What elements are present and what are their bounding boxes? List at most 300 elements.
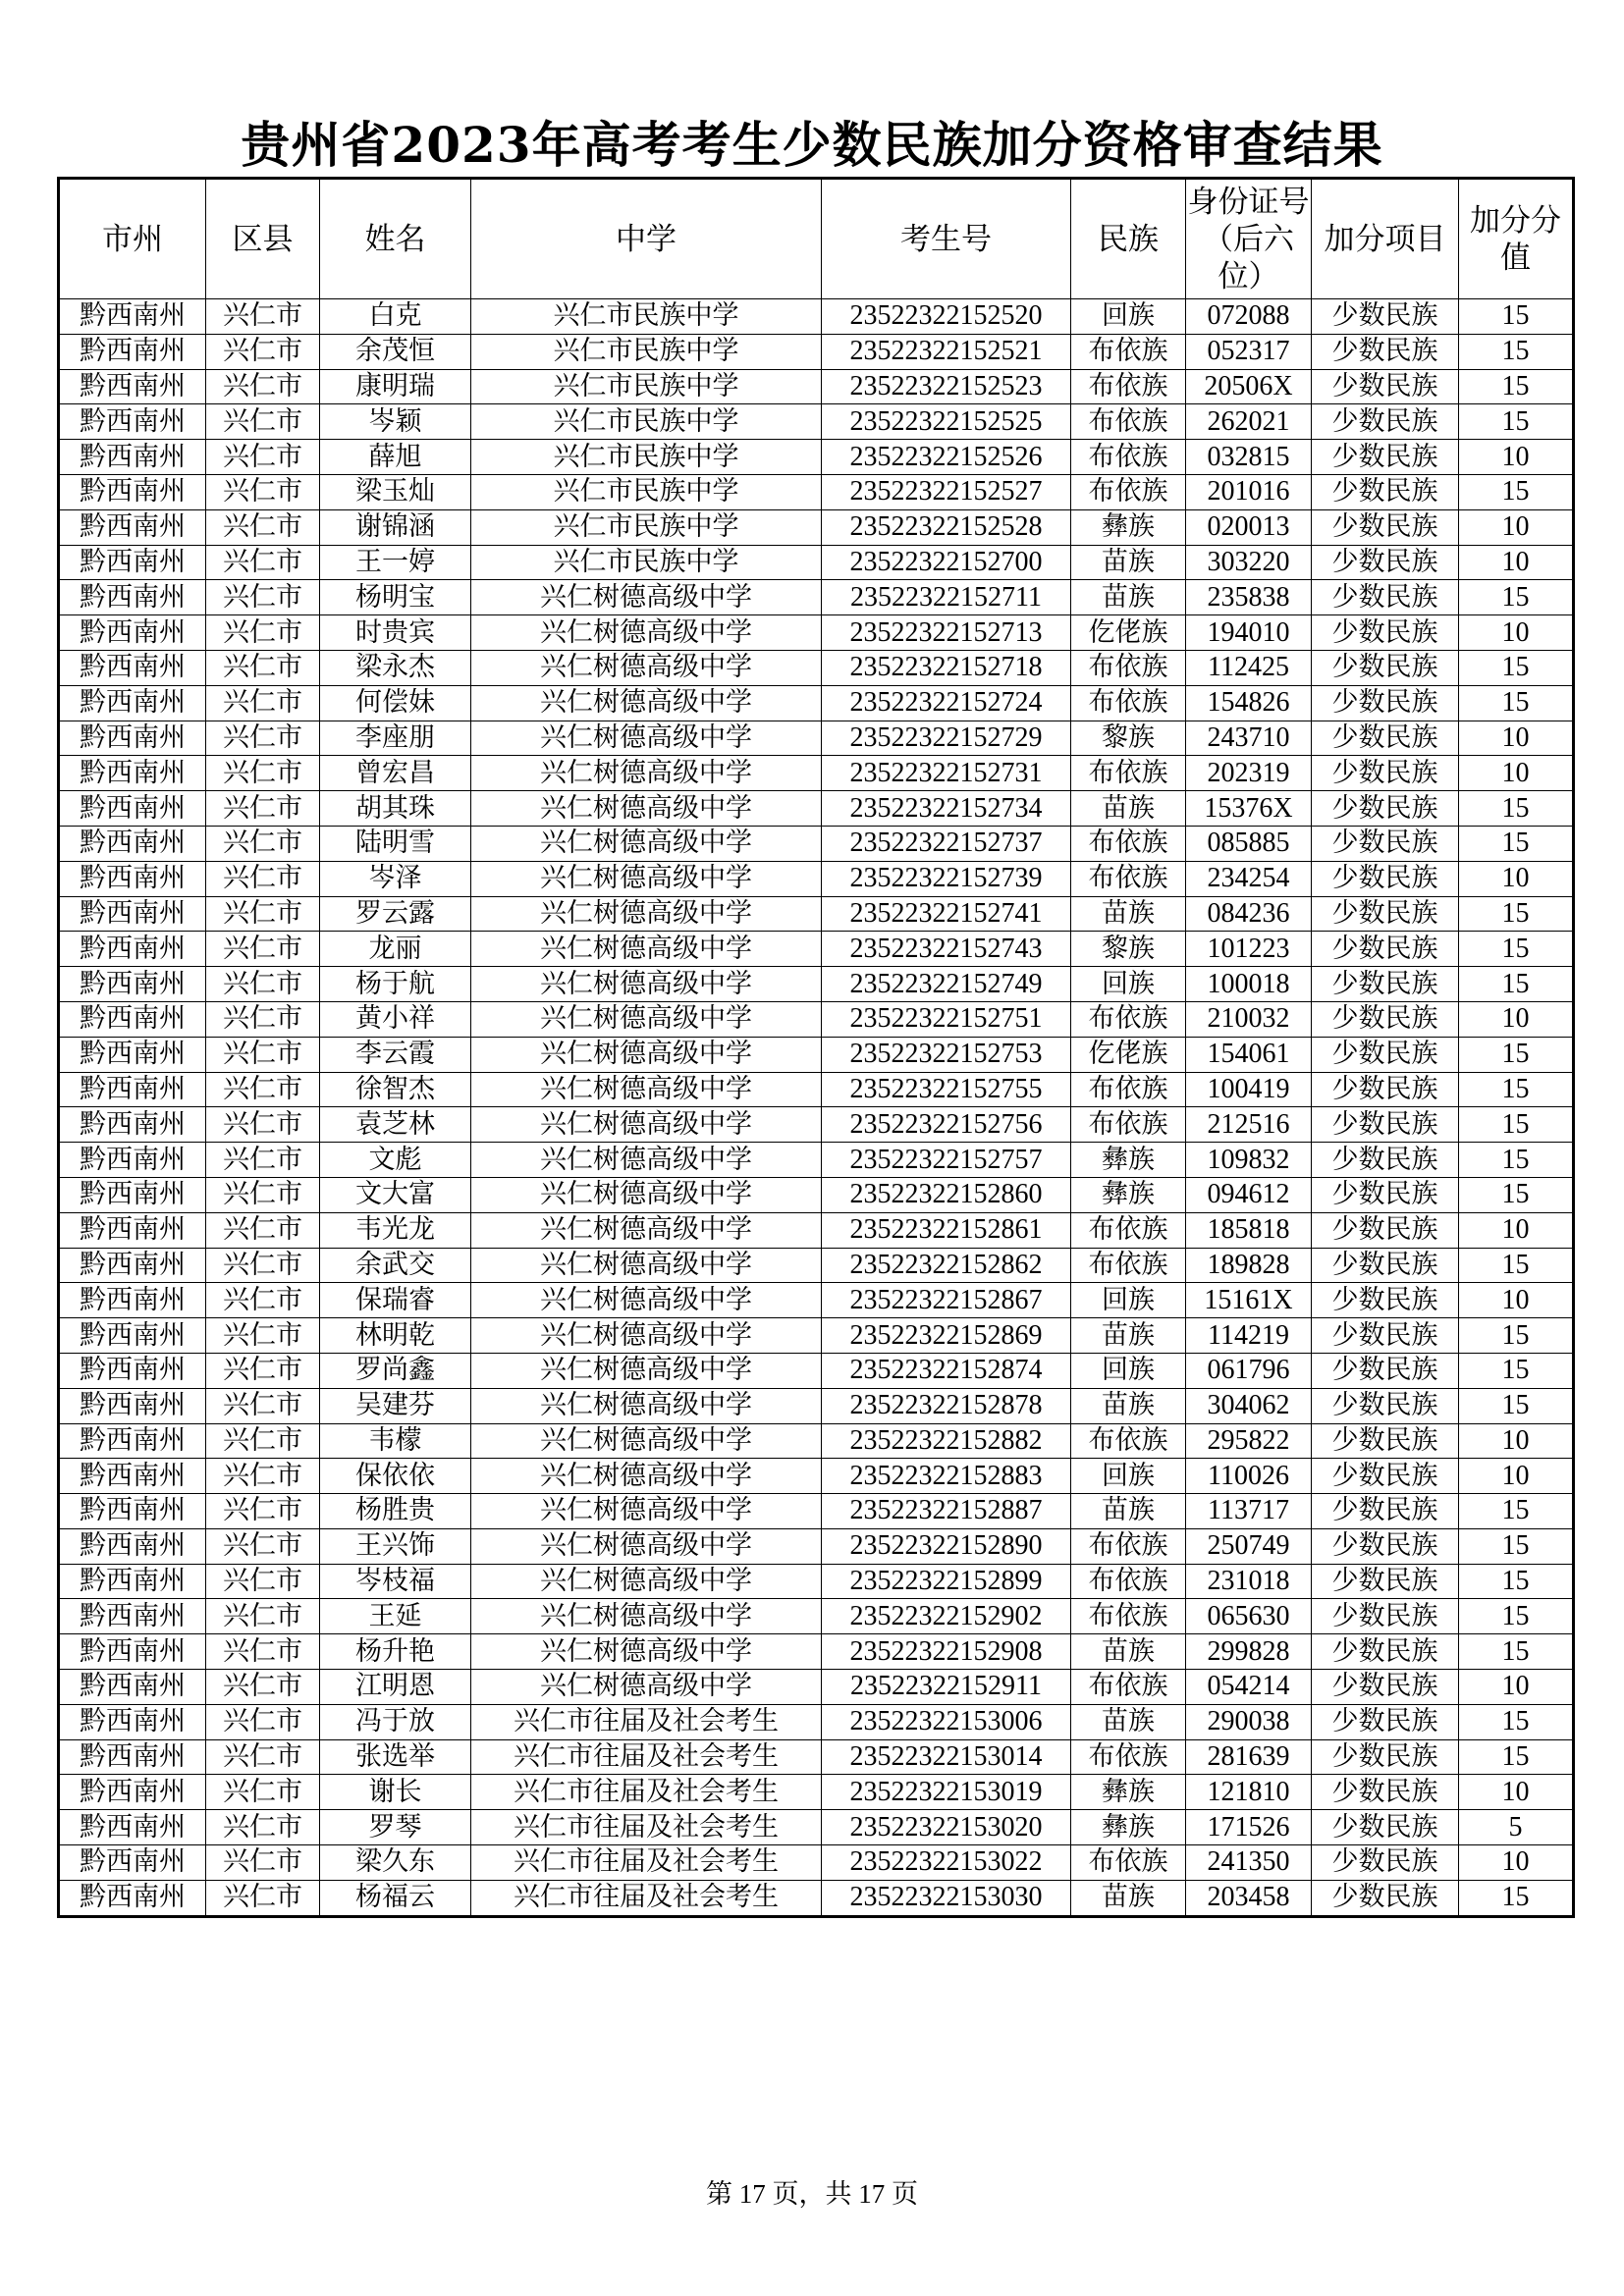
cell-exam-number: 23522322153014 bbox=[822, 1739, 1071, 1775]
table-row bbox=[59, 1845, 1574, 1881]
cell-id-last-six: 084236 bbox=[1186, 896, 1312, 932]
cell-bonus-item: 少数民族 bbox=[1312, 1388, 1459, 1423]
cell-city: 黔西南州 bbox=[59, 1248, 206, 1283]
cell-name: 王延 bbox=[320, 1599, 471, 1634]
header-bonus-item: 加分项目 bbox=[1312, 179, 1459, 299]
cell-ethnicity: 苗族 bbox=[1071, 791, 1186, 827]
table-row bbox=[59, 1318, 1574, 1354]
cell-bonus-item: 少数民族 bbox=[1312, 1177, 1459, 1212]
cell-bonus-points: 15 bbox=[1459, 967, 1574, 1002]
cell-city: 黔西南州 bbox=[59, 1037, 206, 1072]
cell-county: 兴仁市 bbox=[206, 1248, 320, 1283]
cell-city: 黔西南州 bbox=[59, 685, 206, 721]
cell-name: 龙丽 bbox=[320, 932, 471, 967]
cell-county: 兴仁市 bbox=[206, 1353, 320, 1388]
cell-ethnicity: 布依族 bbox=[1071, 685, 1186, 721]
cell-ethnicity: 布依族 bbox=[1071, 369, 1186, 404]
cell-id-last-six: 201016 bbox=[1186, 474, 1312, 509]
cell-exam-number: 23522322152861 bbox=[822, 1212, 1071, 1248]
table-row bbox=[59, 932, 1574, 967]
cell-city: 黔西南州 bbox=[59, 1564, 206, 1599]
table-row bbox=[59, 1494, 1574, 1529]
cell-city: 黔西南州 bbox=[59, 334, 206, 369]
cell-ethnicity: 布依族 bbox=[1071, 1212, 1186, 1248]
cell-exam-number: 23522322152749 bbox=[822, 967, 1071, 1002]
cell-bonus-points: 15 bbox=[1459, 1880, 1574, 1916]
cell-bonus-item: 少数民族 bbox=[1312, 791, 1459, 827]
cell-bonus-points: 10 bbox=[1459, 1775, 1574, 1810]
cell-id-last-six: 295822 bbox=[1186, 1423, 1312, 1459]
cell-exam-number: 23522322152756 bbox=[822, 1107, 1071, 1143]
cell-bonus-points: 15 bbox=[1459, 1599, 1574, 1634]
cell-school: 兴仁树德高级中学 bbox=[471, 1037, 822, 1072]
cell-bonus-points: 15 bbox=[1459, 474, 1574, 509]
cell-bonus-points: 15 bbox=[1459, 685, 1574, 721]
cell-name: 杨明宝 bbox=[320, 580, 471, 615]
cell-ethnicity: 苗族 bbox=[1071, 1494, 1186, 1529]
cell-exam-number: 23522322153030 bbox=[822, 1880, 1071, 1916]
table-row bbox=[59, 967, 1574, 1002]
cell-school: 兴仁树德高级中学 bbox=[471, 1001, 822, 1037]
cell-ethnicity: 苗族 bbox=[1071, 545, 1186, 580]
cell-bonus-points: 10 bbox=[1459, 509, 1574, 545]
cell-bonus-item: 少数民族 bbox=[1312, 1037, 1459, 1072]
cell-bonus-points: 15 bbox=[1459, 1353, 1574, 1388]
cell-school: 兴仁树德高级中学 bbox=[471, 932, 822, 967]
cell-exam-number: 23522322152700 bbox=[822, 545, 1071, 580]
table-row bbox=[59, 1143, 1574, 1178]
cell-city: 黔西南州 bbox=[59, 1283, 206, 1318]
cell-name: 余武交 bbox=[320, 1248, 471, 1283]
cell-exam-number: 23522322152911 bbox=[822, 1670, 1071, 1705]
cell-school: 兴仁树德高级中学 bbox=[471, 1143, 822, 1178]
cell-ethnicity: 布依族 bbox=[1071, 1072, 1186, 1107]
cell-city: 黔西南州 bbox=[59, 1775, 206, 1810]
cell-id-last-six: 212516 bbox=[1186, 1107, 1312, 1143]
cell-bonus-points: 10 bbox=[1459, 756, 1574, 791]
cell-school: 兴仁树德高级中学 bbox=[471, 861, 822, 896]
cell-id-last-six: 032815 bbox=[1186, 440, 1312, 475]
table-row bbox=[59, 509, 1574, 545]
cell-county: 兴仁市 bbox=[206, 1810, 320, 1845]
cell-bonus-points: 15 bbox=[1459, 932, 1574, 967]
header-name: 姓名 bbox=[320, 179, 471, 299]
cell-bonus-item: 少数民族 bbox=[1312, 1001, 1459, 1037]
cell-ethnicity: 布依族 bbox=[1071, 756, 1186, 791]
cell-id-last-six: 113717 bbox=[1186, 1494, 1312, 1529]
header-ethnicity: 民族 bbox=[1071, 179, 1186, 299]
cell-name: 冯于放 bbox=[320, 1704, 471, 1739]
cell-id-last-six: 112425 bbox=[1186, 650, 1312, 685]
cell-id-last-six: 054214 bbox=[1186, 1670, 1312, 1705]
table-row bbox=[59, 580, 1574, 615]
cell-ethnicity: 布依族 bbox=[1071, 1845, 1186, 1881]
cell-school: 兴仁树德高级中学 bbox=[471, 1634, 822, 1670]
cell-name: 薛旭 bbox=[320, 440, 471, 475]
cell-bonus-item: 少数民族 bbox=[1312, 474, 1459, 509]
cell-exam-number: 23522322153019 bbox=[822, 1775, 1071, 1810]
cell-school: 兴仁树德高级中学 bbox=[471, 826, 822, 861]
cell-id-last-six: 243710 bbox=[1186, 721, 1312, 756]
cell-id-last-six: 304062 bbox=[1186, 1388, 1312, 1423]
cell-bonus-points: 15 bbox=[1459, 1248, 1574, 1283]
cell-bonus-points: 10 bbox=[1459, 615, 1574, 651]
page-title: 贵州省2023年高考考生少数民族加分资格审查结果 bbox=[241, 116, 1383, 174]
cell-county: 兴仁市 bbox=[206, 756, 320, 791]
cell-ethnicity: 黎族 bbox=[1071, 932, 1186, 967]
cell-school: 兴仁市民族中学 bbox=[471, 299, 822, 335]
cell-county: 兴仁市 bbox=[206, 1634, 320, 1670]
cell-id-last-six: 262021 bbox=[1186, 404, 1312, 440]
cell-ethnicity: 彝族 bbox=[1071, 509, 1186, 545]
cell-ethnicity: 布依族 bbox=[1071, 334, 1186, 369]
cell-city: 黔西南州 bbox=[59, 1670, 206, 1705]
cell-bonus-item: 少数民族 bbox=[1312, 1494, 1459, 1529]
table-row bbox=[59, 1459, 1574, 1494]
table-row bbox=[59, 861, 1574, 896]
cell-city: 黔西南州 bbox=[59, 791, 206, 827]
cell-bonus-points: 15 bbox=[1459, 1634, 1574, 1670]
cell-city: 黔西南州 bbox=[59, 756, 206, 791]
cell-school: 兴仁树德高级中学 bbox=[471, 1248, 822, 1283]
cell-bonus-points: 10 bbox=[1459, 1845, 1574, 1881]
cell-bonus-item: 少数民族 bbox=[1312, 404, 1459, 440]
cell-city: 黔西南州 bbox=[59, 1494, 206, 1529]
cell-id-last-six: 210032 bbox=[1186, 1001, 1312, 1037]
cell-city: 黔西南州 bbox=[59, 1177, 206, 1212]
table-row bbox=[59, 650, 1574, 685]
cell-exam-number: 23522322152718 bbox=[822, 650, 1071, 685]
table-row bbox=[59, 1423, 1574, 1459]
cell-bonus-points: 15 bbox=[1459, 580, 1574, 615]
header-county: 区县 bbox=[206, 179, 320, 299]
cell-id-last-six: 203458 bbox=[1186, 1880, 1312, 1916]
cell-id-last-six: 189828 bbox=[1186, 1248, 1312, 1283]
table-row bbox=[59, 1704, 1574, 1739]
cell-exam-number: 23522322152731 bbox=[822, 756, 1071, 791]
cell-exam-number: 23522322152899 bbox=[822, 1564, 1071, 1599]
cell-bonus-points: 15 bbox=[1459, 791, 1574, 827]
cell-county: 兴仁市 bbox=[206, 440, 320, 475]
cell-name: 梁永杰 bbox=[320, 650, 471, 685]
cell-city: 黔西南州 bbox=[59, 1107, 206, 1143]
cell-county: 兴仁市 bbox=[206, 685, 320, 721]
table-row bbox=[59, 1177, 1574, 1212]
cell-ethnicity: 回族 bbox=[1071, 1353, 1186, 1388]
cell-exam-number: 23522322152757 bbox=[822, 1143, 1071, 1178]
header-exam-number: 考生号 bbox=[822, 179, 1071, 299]
cell-bonus-item: 少数民族 bbox=[1312, 1810, 1459, 1845]
cell-bonus-points: 15 bbox=[1459, 1143, 1574, 1178]
cell-county: 兴仁市 bbox=[206, 932, 320, 967]
cell-school: 兴仁市民族中学 bbox=[471, 474, 822, 509]
cell-school: 兴仁树德高级中学 bbox=[471, 1072, 822, 1107]
table-row bbox=[59, 1564, 1574, 1599]
cell-bonus-points: 15 bbox=[1459, 1318, 1574, 1354]
cell-school: 兴仁树德高级中学 bbox=[471, 1564, 822, 1599]
header-bonus-points: 加分分值 bbox=[1459, 179, 1574, 299]
cell-bonus-points: 10 bbox=[1459, 1459, 1574, 1494]
cell-id-last-six: 100419 bbox=[1186, 1072, 1312, 1107]
table-row bbox=[59, 1001, 1574, 1037]
cell-county: 兴仁市 bbox=[206, 369, 320, 404]
cell-school: 兴仁树德高级中学 bbox=[471, 1283, 822, 1318]
cell-city: 黔西南州 bbox=[59, 1634, 206, 1670]
cell-bonus-item: 少数民族 bbox=[1312, 967, 1459, 1002]
cell-id-last-six: 241350 bbox=[1186, 1845, 1312, 1881]
cell-bonus-item: 少数民族 bbox=[1312, 1423, 1459, 1459]
cell-name: 黄小祥 bbox=[320, 1001, 471, 1037]
cell-county: 兴仁市 bbox=[206, 1528, 320, 1564]
cell-exam-number: 23522322152713 bbox=[822, 615, 1071, 651]
cell-bonus-item: 少数民族 bbox=[1312, 1845, 1459, 1881]
cell-bonus-points: 10 bbox=[1459, 545, 1574, 580]
table-row bbox=[59, 1353, 1574, 1388]
cell-bonus-points: 15 bbox=[1459, 1494, 1574, 1529]
cell-name: 保瑞睿 bbox=[320, 1283, 471, 1318]
cell-city: 黔西南州 bbox=[59, 1528, 206, 1564]
cell-school: 兴仁树德高级中学 bbox=[471, 685, 822, 721]
cell-school: 兴仁树德高级中学 bbox=[471, 721, 822, 756]
cell-id-last-six: 194010 bbox=[1186, 615, 1312, 651]
cell-exam-number: 23522322152737 bbox=[822, 826, 1071, 861]
table-row bbox=[59, 1528, 1574, 1564]
cell-school: 兴仁树德高级中学 bbox=[471, 1318, 822, 1354]
cell-county: 兴仁市 bbox=[206, 826, 320, 861]
cell-county: 兴仁市 bbox=[206, 1107, 320, 1143]
cell-ethnicity: 苗族 bbox=[1071, 1318, 1186, 1354]
cell-county: 兴仁市 bbox=[206, 545, 320, 580]
cell-name: 徐智杰 bbox=[320, 1072, 471, 1107]
cell-bonus-points: 15 bbox=[1459, 826, 1574, 861]
cell-bonus-item: 少数民族 bbox=[1312, 1528, 1459, 1564]
cell-id-last-six: 290038 bbox=[1186, 1704, 1312, 1739]
cell-name: 罗琴 bbox=[320, 1810, 471, 1845]
cell-ethnicity: 布依族 bbox=[1071, 1564, 1186, 1599]
table-row bbox=[59, 369, 1574, 404]
cell-city: 黔西南州 bbox=[59, 1739, 206, 1775]
cell-name: 张选举 bbox=[320, 1739, 471, 1775]
cell-city: 黔西南州 bbox=[59, 1880, 206, 1916]
cell-bonus-item: 少数民族 bbox=[1312, 932, 1459, 967]
cell-exam-number: 23522322152741 bbox=[822, 896, 1071, 932]
cell-bonus-points: 15 bbox=[1459, 404, 1574, 440]
cell-school: 兴仁市民族中学 bbox=[471, 545, 822, 580]
cell-bonus-points: 10 bbox=[1459, 721, 1574, 756]
cell-city: 黔西南州 bbox=[59, 1599, 206, 1634]
cell-bonus-item: 少数民族 bbox=[1312, 685, 1459, 721]
cell-school: 兴仁市往届及社会考生 bbox=[471, 1880, 822, 1916]
cell-city: 黔西南州 bbox=[59, 545, 206, 580]
cell-school: 兴仁树德高级中学 bbox=[471, 896, 822, 932]
cell-ethnicity: 布依族 bbox=[1071, 1599, 1186, 1634]
cell-bonus-item: 少数民族 bbox=[1312, 1459, 1459, 1494]
cell-county: 兴仁市 bbox=[206, 1704, 320, 1739]
cell-bonus-item: 少数民族 bbox=[1312, 1599, 1459, 1634]
cell-id-last-six: 154826 bbox=[1186, 685, 1312, 721]
cell-county: 兴仁市 bbox=[206, 404, 320, 440]
cell-bonus-points: 15 bbox=[1459, 1739, 1574, 1775]
cell-county: 兴仁市 bbox=[206, 1318, 320, 1354]
cell-county: 兴仁市 bbox=[206, 721, 320, 756]
cell-school: 兴仁树德高级中学 bbox=[471, 1670, 822, 1705]
cell-ethnicity: 黎族 bbox=[1071, 721, 1186, 756]
cell-bonus-item: 少数民族 bbox=[1312, 1143, 1459, 1178]
table-header-row bbox=[59, 179, 1574, 299]
table-row bbox=[59, 1283, 1574, 1318]
cell-bonus-item: 少数民族 bbox=[1312, 299, 1459, 335]
cell-exam-number: 23522322152521 bbox=[822, 334, 1071, 369]
cell-ethnicity: 彝族 bbox=[1071, 1810, 1186, 1845]
cell-bonus-points: 15 bbox=[1459, 1528, 1574, 1564]
cell-ethnicity: 布依族 bbox=[1071, 861, 1186, 896]
cell-bonus-points: 10 bbox=[1459, 1423, 1574, 1459]
cell-name: 保依依 bbox=[320, 1459, 471, 1494]
cell-bonus-item: 少数民族 bbox=[1312, 1248, 1459, 1283]
cell-county: 兴仁市 bbox=[206, 1388, 320, 1423]
cell-exam-number: 23522322153022 bbox=[822, 1845, 1071, 1881]
cell-ethnicity: 布依族 bbox=[1071, 404, 1186, 440]
cell-id-last-six: 085885 bbox=[1186, 826, 1312, 861]
cell-bonus-points: 15 bbox=[1459, 1704, 1574, 1739]
cell-county: 兴仁市 bbox=[206, 791, 320, 827]
cell-bonus-points: 15 bbox=[1459, 1177, 1574, 1212]
cell-id-last-six: 100018 bbox=[1186, 967, 1312, 1002]
cell-county: 兴仁市 bbox=[206, 299, 320, 335]
cell-bonus-item: 少数民族 bbox=[1312, 1283, 1459, 1318]
cell-name: 文大富 bbox=[320, 1177, 471, 1212]
cell-bonus-item: 少数民族 bbox=[1312, 334, 1459, 369]
cell-bonus-item: 少数民族 bbox=[1312, 1318, 1459, 1354]
cell-name: 余茂恒 bbox=[320, 334, 471, 369]
cell-ethnicity: 布依族 bbox=[1071, 826, 1186, 861]
cell-id-last-six: 281639 bbox=[1186, 1739, 1312, 1775]
cell-city: 黔西南州 bbox=[59, 1423, 206, 1459]
table-row bbox=[59, 1107, 1574, 1143]
cell-bonus-points: 15 bbox=[1459, 896, 1574, 932]
cell-county: 兴仁市 bbox=[206, 1880, 320, 1916]
cell-city: 黔西南州 bbox=[59, 1810, 206, 1845]
table-row bbox=[59, 826, 1574, 861]
cell-exam-number: 23522322152883 bbox=[822, 1459, 1071, 1494]
cell-county: 兴仁市 bbox=[206, 1845, 320, 1881]
cell-city: 黔西南州 bbox=[59, 404, 206, 440]
cell-school: 兴仁市民族中学 bbox=[471, 440, 822, 475]
cell-id-last-six: 061796 bbox=[1186, 1353, 1312, 1388]
table-row bbox=[59, 334, 1574, 369]
cell-ethnicity: 苗族 bbox=[1071, 1388, 1186, 1423]
cell-school: 兴仁树德高级中学 bbox=[471, 1423, 822, 1459]
cell-id-last-six: 20506X bbox=[1186, 369, 1312, 404]
cell-school: 兴仁市往届及社会考生 bbox=[471, 1845, 822, 1881]
cell-county: 兴仁市 bbox=[206, 650, 320, 685]
cell-bonus-item: 少数民族 bbox=[1312, 509, 1459, 545]
cell-school: 兴仁树德高级中学 bbox=[471, 650, 822, 685]
cell-city: 黔西南州 bbox=[59, 615, 206, 651]
cell-name: 吴建芬 bbox=[320, 1388, 471, 1423]
cell-ethnicity: 布依族 bbox=[1071, 1528, 1186, 1564]
cell-county: 兴仁市 bbox=[206, 509, 320, 545]
cell-county: 兴仁市 bbox=[206, 1599, 320, 1634]
cell-county: 兴仁市 bbox=[206, 1037, 320, 1072]
cell-id-last-six: 15161X bbox=[1186, 1283, 1312, 1318]
cell-county: 兴仁市 bbox=[206, 1177, 320, 1212]
cell-name: 岑枝福 bbox=[320, 1564, 471, 1599]
cell-city: 黔西南州 bbox=[59, 1459, 206, 1494]
table-row bbox=[59, 1072, 1574, 1107]
cell-ethnicity: 布依族 bbox=[1071, 1423, 1186, 1459]
cell-id-last-six: 094612 bbox=[1186, 1177, 1312, 1212]
cell-bonus-points: 15 bbox=[1459, 1388, 1574, 1423]
cell-ethnicity: 回族 bbox=[1071, 299, 1186, 335]
cell-city: 黔西南州 bbox=[59, 1845, 206, 1881]
cell-id-last-six: 235838 bbox=[1186, 580, 1312, 615]
cell-exam-number: 23522322153020 bbox=[822, 1810, 1071, 1845]
cell-county: 兴仁市 bbox=[206, 1775, 320, 1810]
cell-exam-number: 23522322152860 bbox=[822, 1177, 1071, 1212]
table-row bbox=[59, 791, 1574, 827]
cell-id-last-six: 052317 bbox=[1186, 334, 1312, 369]
cell-ethnicity: 布依族 bbox=[1071, 1739, 1186, 1775]
cell-county: 兴仁市 bbox=[206, 580, 320, 615]
cell-bonus-points: 15 bbox=[1459, 1564, 1574, 1599]
cell-city: 黔西南州 bbox=[59, 650, 206, 685]
cell-ethnicity: 回族 bbox=[1071, 967, 1186, 1002]
cell-name: 时贵宾 bbox=[320, 615, 471, 651]
table-row bbox=[59, 721, 1574, 756]
cell-ethnicity: 布依族 bbox=[1071, 1001, 1186, 1037]
cell-school: 兴仁市往届及社会考生 bbox=[471, 1810, 822, 1845]
cell-name: 白克 bbox=[320, 299, 471, 335]
cell-city: 黔西南州 bbox=[59, 967, 206, 1002]
cell-county: 兴仁市 bbox=[206, 334, 320, 369]
cell-county: 兴仁市 bbox=[206, 1283, 320, 1318]
cell-id-last-six: 020013 bbox=[1186, 509, 1312, 545]
cell-ethnicity: 苗族 bbox=[1071, 1704, 1186, 1739]
cell-name: 梁久东 bbox=[320, 1845, 471, 1881]
cell-name: 何偿妹 bbox=[320, 685, 471, 721]
cell-school: 兴仁树德高级中学 bbox=[471, 580, 822, 615]
cell-school: 兴仁树德高级中学 bbox=[471, 756, 822, 791]
table-row bbox=[59, 474, 1574, 509]
table-row bbox=[59, 756, 1574, 791]
cell-city: 黔西南州 bbox=[59, 896, 206, 932]
cell-name: 林明乾 bbox=[320, 1318, 471, 1354]
cell-ethnicity: 布依族 bbox=[1071, 1107, 1186, 1143]
cell-ethnicity: 仡佬族 bbox=[1071, 615, 1186, 651]
cell-name: 江明恩 bbox=[320, 1670, 471, 1705]
cell-city: 黔西南州 bbox=[59, 932, 206, 967]
cell-school: 兴仁树德高级中学 bbox=[471, 1459, 822, 1494]
cell-county: 兴仁市 bbox=[206, 1670, 320, 1705]
cell-city: 黔西南州 bbox=[59, 1318, 206, 1354]
cell-exam-number: 23522322152743 bbox=[822, 932, 1071, 967]
page-footer: 第 17 页，共 17 页 bbox=[706, 2179, 918, 2209]
cell-bonus-item: 少数民族 bbox=[1312, 861, 1459, 896]
cell-id-last-six: 171526 bbox=[1186, 1810, 1312, 1845]
cell-exam-number: 23522322152862 bbox=[822, 1248, 1071, 1283]
cell-id-last-six: 065630 bbox=[1186, 1599, 1312, 1634]
cell-bonus-item: 少数民族 bbox=[1312, 650, 1459, 685]
table-row bbox=[59, 1739, 1574, 1775]
cell-exam-number: 23522322152520 bbox=[822, 299, 1071, 335]
cell-id-last-six: 231018 bbox=[1186, 1564, 1312, 1599]
table-row bbox=[59, 685, 1574, 721]
cell-school: 兴仁市民族中学 bbox=[471, 404, 822, 440]
cell-school: 兴仁树德高级中学 bbox=[471, 1528, 822, 1564]
cell-school: 兴仁树德高级中学 bbox=[471, 1107, 822, 1143]
cell-exam-number: 23522322152882 bbox=[822, 1423, 1071, 1459]
